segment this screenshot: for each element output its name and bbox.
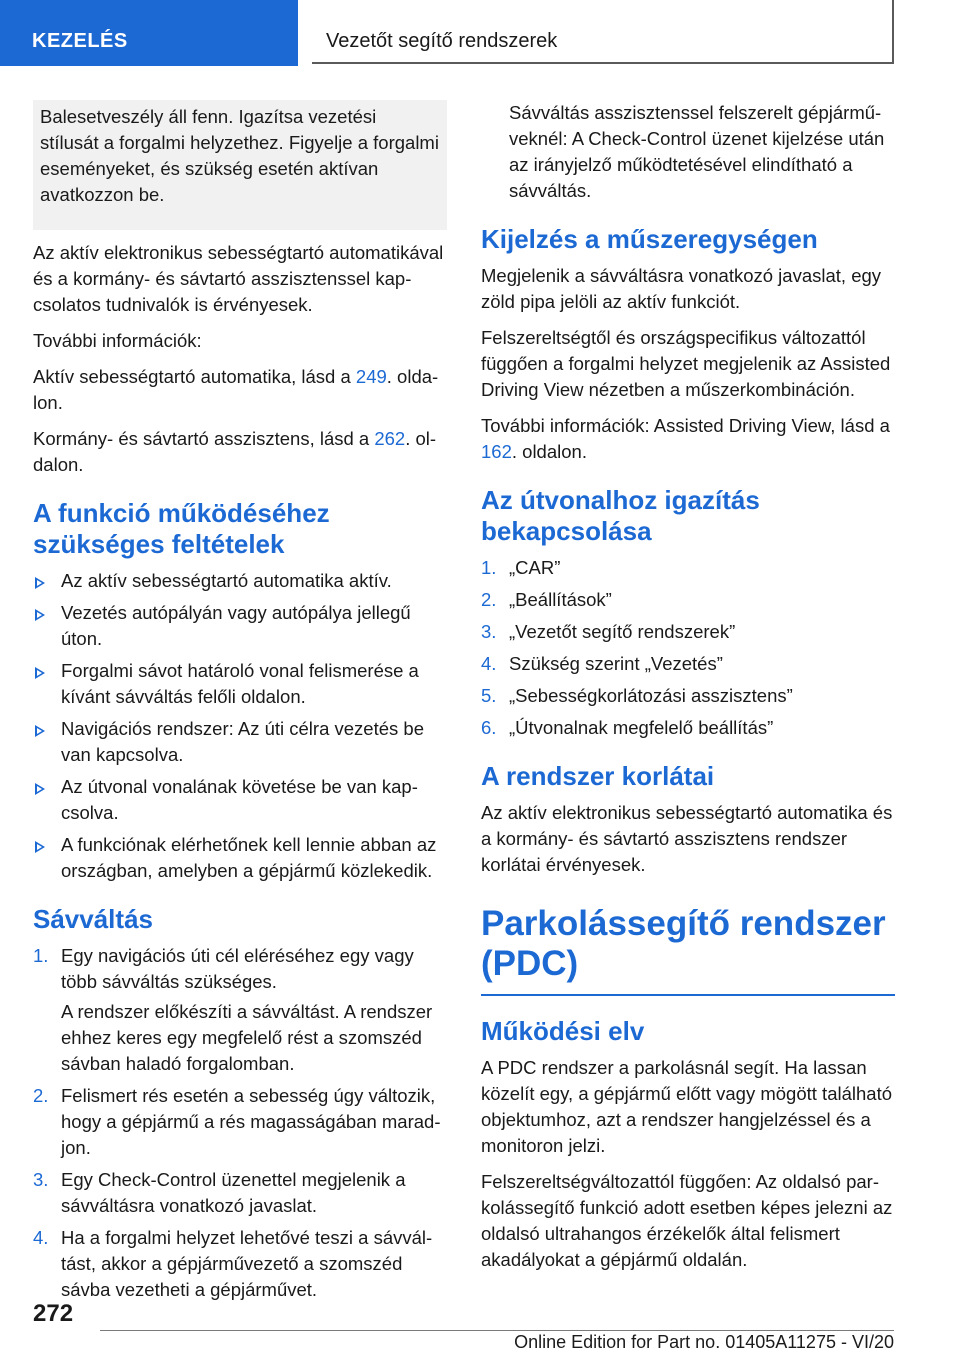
paragraph: Kormány- és sávtartó asszisztens, lásd a 262. oldalon. (33, 428, 437, 475)
left-column (33, 100, 447, 1313)
warning-box (33, 100, 447, 230)
page-link[interactable]: 162 (481, 441, 512, 462)
paragraph: További információk: Assisted Driving View, lásd a 162. oldalon. (481, 415, 890, 462)
list-item: Forgalmi sávot határoló vonal felismerése a kívánt sávváltás felőli oldalon. (33, 658, 447, 710)
edition-note: Online Edition for Part no. 01405A11275 - VI/20 (514, 1332, 894, 1352)
paragraph: További információk: (33, 330, 202, 351)
list-item: 1. Egy navigációs úti cél eléréséhez egy vagy több sávváltás szükséges. A rendszer előkészíti a sávváltást. A rendszer ehhez keres egy megfelelő rést a szomszéd sávban haladó forgalomban. (33, 943, 447, 1077)
section-heading: Kijelzés a műszeregységen (481, 224, 818, 254)
heading-rule (481, 994, 895, 996)
footer-rule (100, 1330, 894, 1331)
warning-text: Balesetveszély áll fenn. Igazítsa vezetési stílusát a forgalmi helyzethez. Figyelje a forgalmi eseményeket, és szükség esetén aktívan avatkozzon be. (40, 106, 439, 205)
section-heading: A rendszer korlátai (481, 761, 715, 791)
right-column (481, 100, 895, 1283)
paragraph: Felszereltségváltozattól függően: Az oldalsó parkolássegítő funkció adott esetben képes jelezni az oldalsó ultrahangos érzékelők által felismert akadályokat a gépjármű oldalán. (481, 1171, 893, 1270)
paragraph: Felszereltségtől és országspecifikus változattól függően a forgalmi helyzet megjelenik az Assisted Driving View nézetben a műszerkombináción. (481, 327, 891, 400)
requirements-list (33, 568, 447, 884)
paragraph: Megjelenik a sávváltásra vonatkozó javaslat, egy zöld pipa jelöli az aktív funkciót. (481, 265, 882, 312)
lane-change-steps (33, 943, 447, 1303)
list-item: 1. „CAR” (481, 557, 561, 578)
paragraph: Aktív sebességtartó automatika, lásd a 249. oldalon. (33, 366, 439, 413)
section-heading: Sávváltás (33, 904, 153, 934)
list-item: 4. Ha a forgalmi helyzet lehetővé teszi a sávváltást, akkor a gépjárművezető a szomszéd sávba vezetheti a gépjárművet. (33, 1227, 433, 1300)
section-tab: KEZELÉS (0, 0, 298, 66)
triangle-bullet-icon (35, 609, 45, 621)
list-item: 5. „Sebességkorlátozási asszisztens” (481, 685, 793, 706)
list-item: 4. Szükség szerint „Vezetés” (481, 653, 723, 674)
triangle-bullet-icon (35, 577, 45, 589)
section-heading: Az útvonalhoz igazítás bekapcsolása (481, 485, 760, 546)
section-heading: A funkció működéséhez szükséges feltételek (33, 498, 330, 559)
list-item: Vezetés autópályán vagy autópálya jellegű úton. (33, 600, 447, 652)
page-link[interactable]: 249 (355, 366, 387, 387)
paragraph: A PDC rendszer a parkolásnál segít. Ha lassan közelít egy, a gépjármű előtt vagy mögött található objektumhoz, azt a rendszer hangjelzéssel és a monitoron jelzi. (481, 1057, 893, 1156)
list-item: Sávváltás asszisztenssel felszerelt gépjárműveknél: A Check-Control üzenet kijelzése után az irányjelző működtetésével elindítható a sávváltás. (509, 102, 885, 201)
page-number: 272 (33, 1300, 74, 1327)
paragraph: Az aktív elektronikus sebességtartó automatikával és a kormány- és sávtartó asszisztenssel kapcsolatos tudnivalók is érvényesek. (33, 242, 444, 315)
list-item: Az aktív sebességtartó automatika aktív. (33, 568, 447, 594)
triangle-bullet-icon (35, 841, 45, 853)
list-item: 3. Egy Check-Control üzenettel megjelenik a sávváltásra vonatkozó javaslat. (33, 1169, 406, 1216)
chapter-title: Vezetőt segítő rendszerek (312, 0, 894, 64)
list-item: 2. „Beállítások” (481, 589, 612, 610)
page-link[interactable]: 262 (374, 428, 406, 449)
list-item: Navigációs rendszer: Az úti célra vezetés be van kapcsolva. (33, 716, 447, 768)
paragraph: Az aktív elektronikus sebességtartó automatika és a kormány- és sávtartó asszisztens rendszer korlátai érvényesek. (481, 802, 893, 875)
list-item: 2. Felismert rés esetén a sebesség úgy változik, hogy a gépjármű a rés magasságában maradjon. (33, 1085, 441, 1158)
route-steps (481, 555, 895, 741)
chapter-heading: Parkolássegítő rendszer (PDC) (481, 904, 886, 983)
lane-change-continued (481, 100, 895, 204)
list-item: Az útvonal vonalának követése be van kapcsolva. (33, 774, 447, 826)
list-item: 6. „Útvonalnak megfelelő beállítás” (481, 717, 774, 738)
section-heading: Működési elv (481, 1016, 645, 1046)
triangle-bullet-icon (35, 725, 45, 737)
step-detail: A rendszer előkészíti a sávváltást. A rendszer ehhez keres egy megfelelő rést a szomszéd sávban haladó forgalomban. (61, 1001, 433, 1074)
triangle-bullet-icon (35, 667, 45, 679)
list-item: 3. „Vezetőt segítő rendszerek” (481, 621, 736, 642)
triangle-bullet-icon (35, 783, 45, 795)
list-item: A funkciónak elérhetőnek kell lennie abban az országban, amelyben a gépjármű közlekedik. (33, 832, 447, 884)
